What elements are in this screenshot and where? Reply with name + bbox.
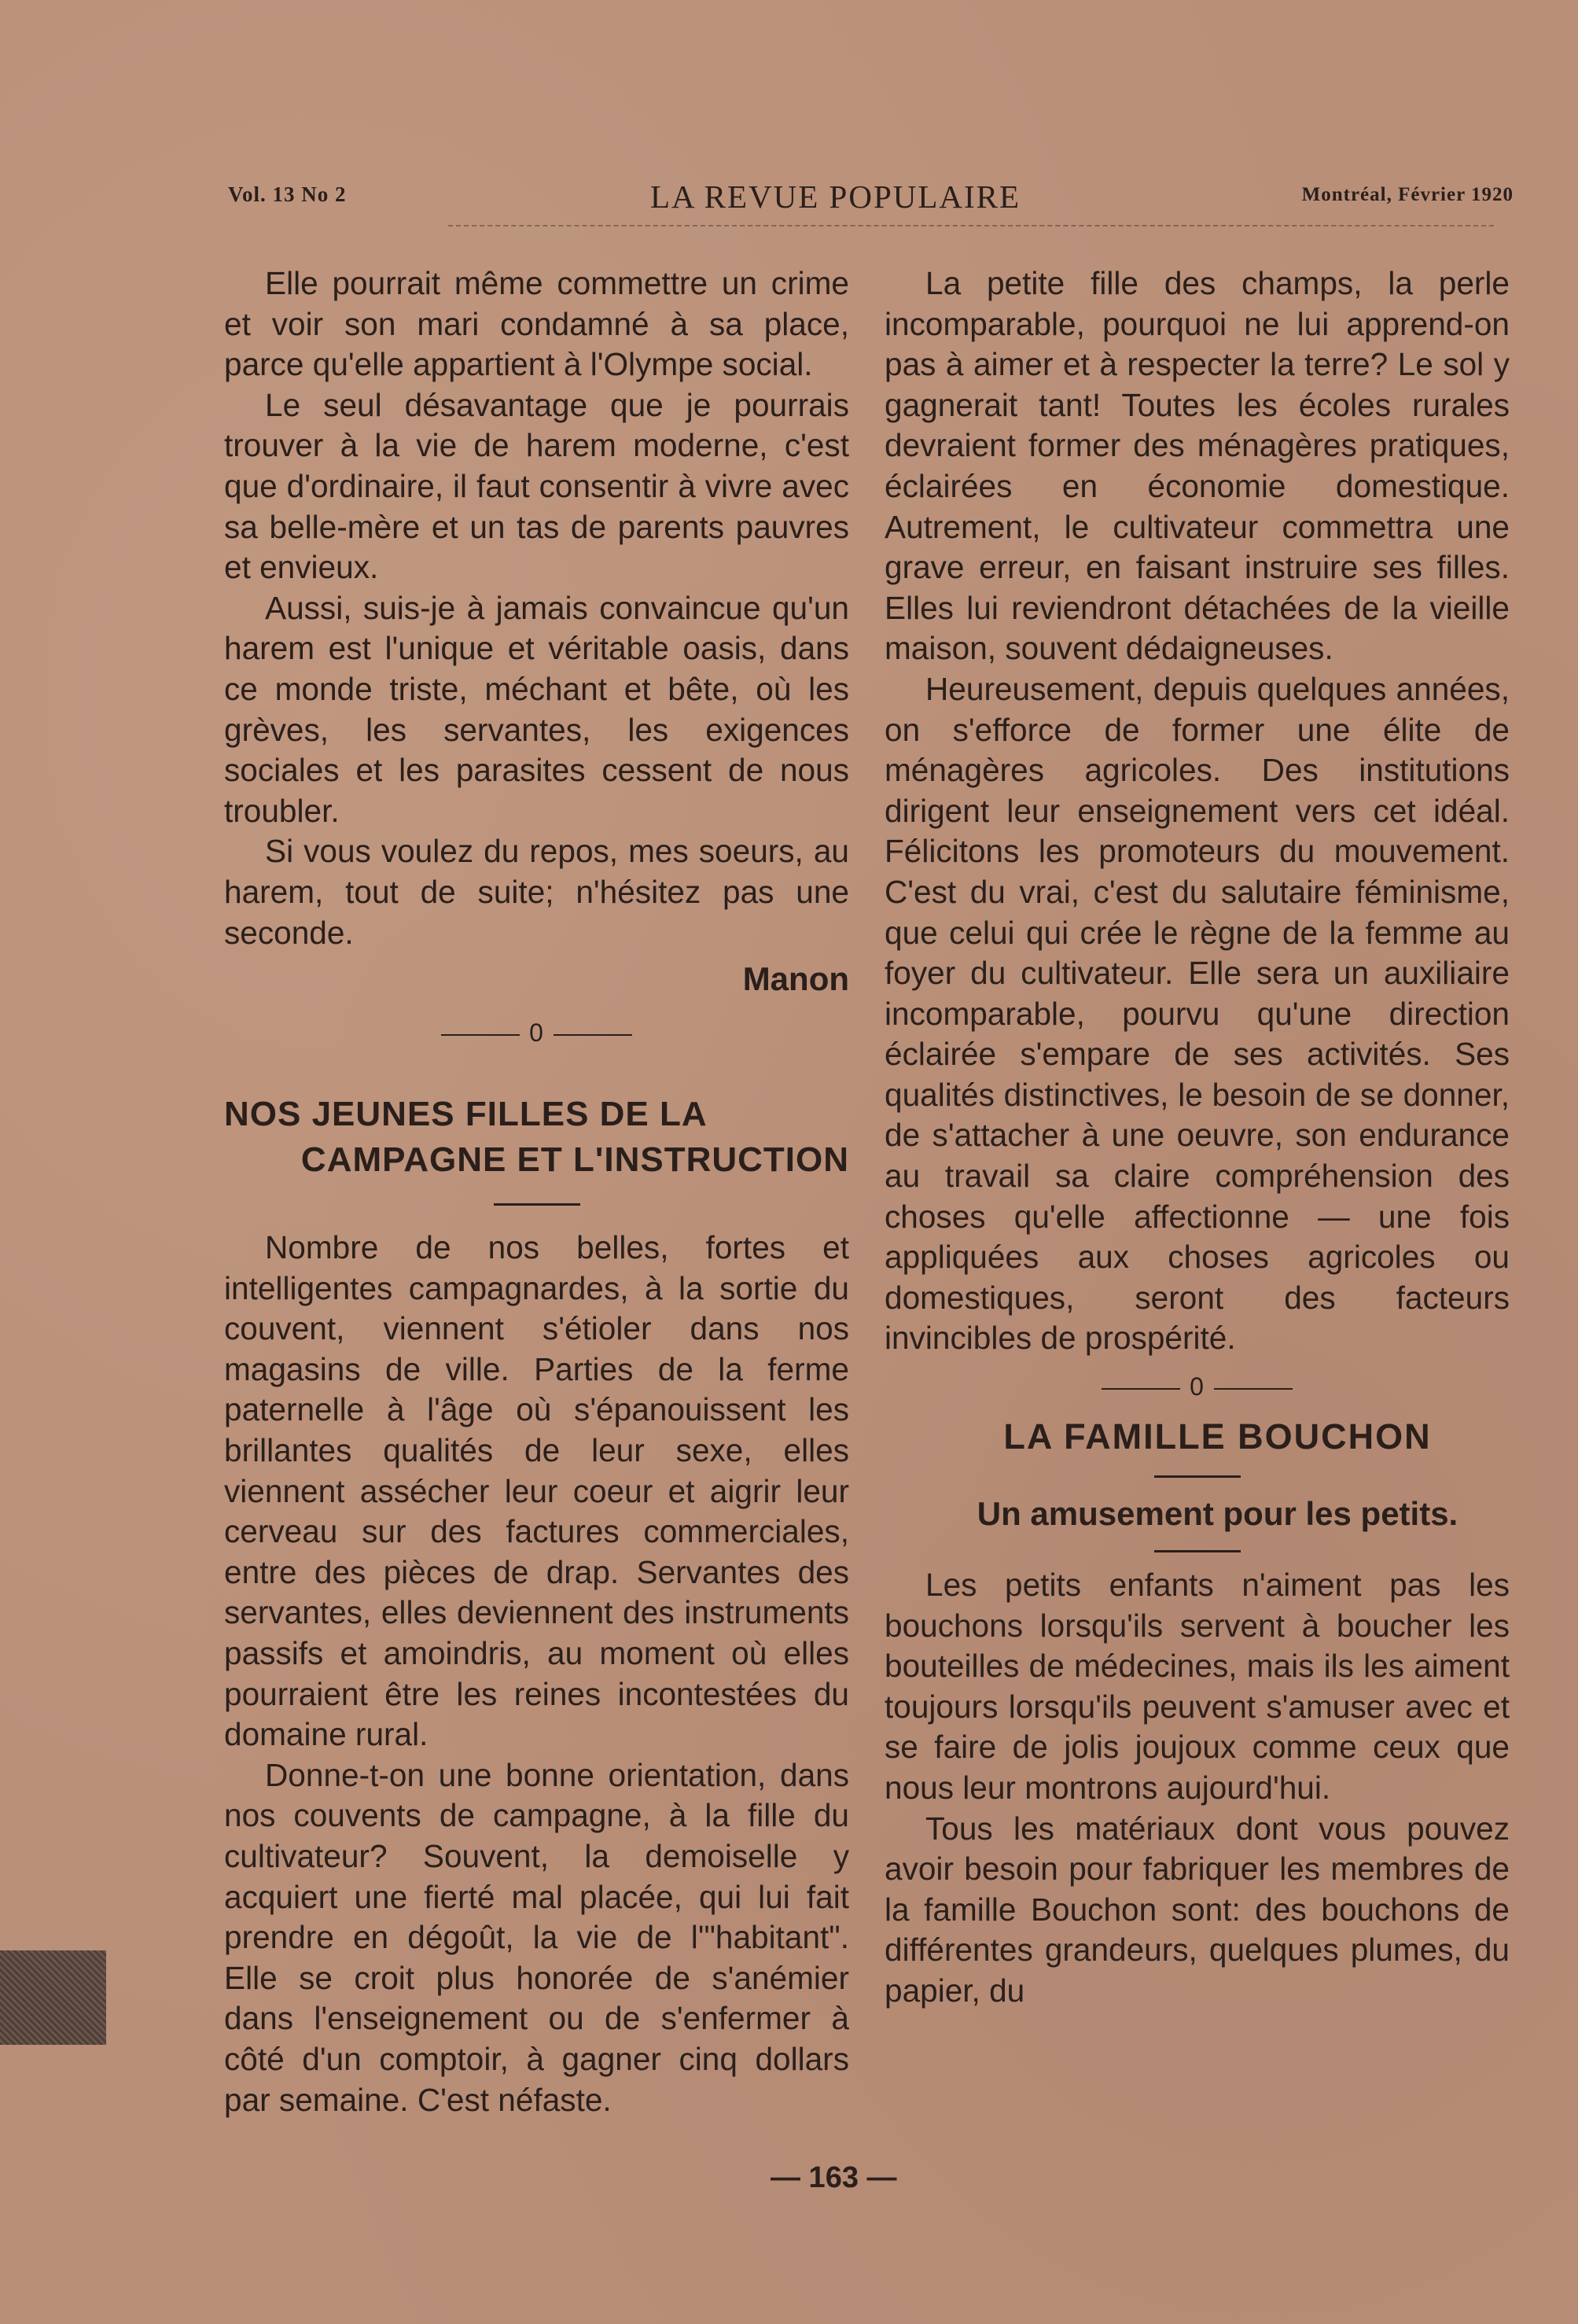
section-title: LA FAMILLE BOUCHON: [1003, 1416, 1432, 1457]
separator: 0: [885, 1359, 1510, 1414]
volume-number: Vol. 13 No 2: [228, 182, 347, 206]
header-rule: [448, 225, 1494, 227]
paragraph: Donne-t-on une bonne orientation, dans nos couvents de campagne, à la fille du cultivateur? Souvent, la demoiselle y acquiert une fierté mal placée, qui lui fait prendre en dégoût, la vie de l'"habitant". Elle se croit plus honorée de s'anémier dans l'enseignement ou de s'enfermer à côté d'un comptoir, à gagner cinq dollars par semaine. C'est néfaste.: [224, 1756, 849, 2118]
left-column: [224, 263, 849, 2120]
title-rule: [1154, 1475, 1241, 1478]
place-date: Montréal, Février 1920: [1301, 184, 1514, 205]
article-heading-line2: CAMPAGNE ET L'INSTRUCTION: [300, 1140, 849, 1180]
paragraph: Heureusement, depuis quelques années, on s'efforce de former une élite de ménagères agricoles. Des institutions dirigent leur enseignement vers cet idéal. Félicitons les promoteurs du mouvement. C'est du vrai, c'est du salutaire féminisme, que celui qui crée le règne de la femme au foyer du cultivateur. Elle sera un auxiliaire incomparable, pourvu qu'une direction éclairée s'empare de ses activités. Ses qualités distinctives, le besoin de se donner, de s'attacher à une oeuvre, son endurance au travail sa claire compréhension des choses qu'elle affectionne — une fois appliquées aux choses agricoles ou domestiques, seront des facteurs invincibles de prospérité.: [885, 670, 1510, 1357]
separator-line: [554, 1034, 632, 1036]
paragraph: La petite fille des champs, la perle incomparable, pourquoi ne lui apprend-on pas à aimer et à respecter la terre? Le sol y gagnerait tant! Toutes les écoles rurales devraient former des ménagères pratiques, éclairées en économie domestique. Autrement, le cultivateur commettra une grave erreur, en faisant instruire ses filles. Elles lui reviendront détachées de la vieille maison, souvent dédaigneuses.: [885, 265, 1510, 667]
margin-stain: [0, 1950, 106, 2045]
separator-line: [1102, 1388, 1180, 1390]
paragraph: Tous les matériaux dont vous pouvez avoir besoin pour fabriquer les membres de la famille Bouchon sont: des bouchons de différentes grandeurs, quelques plumes, du papier, du: [885, 1810, 1510, 2009]
paragraph: Aussi, suis-je à jamais convaincue qu'un harem est l'unique et véritable oasis, dans ce monde triste, méchant et bête, où les grèves, les servantes, les exigences sociales et les parasites cessent de nous troubler.: [224, 589, 849, 829]
right-column: [885, 263, 1510, 2012]
article-heading: [224, 1092, 849, 1183]
paragraph: Les petits enfants n'aiment pas les bouchons lorsqu'ils servent à boucher les bouteilles de médecines, mais ils les aiment toujours lorsqu'ils peuvent s'amuser avec et se faire de jolis joujoux comme ceux que nous leur montrons aujourd'hui.: [885, 1567, 1510, 1806]
signature: Manon: [742, 960, 849, 998]
page-number: — 163 —: [771, 2161, 897, 2194]
paragraph: Nombre de nos belles, fortes et intelligentes campagnardes, à la sortie du couvent, viennent s'étioler dans nos magasins de ville. Parties de la ferme paternelle à l'âge où s'épanouissent les brillantes qualités de leur sexe, elles viennent assécher leur coeur et aigrir leur cerveau sur des factures commerciales, entre des pièces de drap. Servantes des servantes, elles deviennent des instruments passifs et amoindris, au moment où elles pourraient être les reines incontestées du domaine rural.: [224, 1229, 849, 1753]
paragraph: Le seul désavantage que je pourrais trouver à la vie de harem moderne, c'est que d'ordinaire, il faut consentir à vivre avec sa belle-mère et un tas de parents pauvres et envieux.: [224, 386, 849, 586]
article-heading-line1: NOS JEUNES FILLES DE LA: [224, 1095, 708, 1134]
section-subtitle: Un amusement pour les petits.: [977, 1495, 1458, 1533]
separator-line: [441, 1034, 520, 1036]
page-header: [224, 178, 1514, 225]
heading-rule: [494, 1203, 580, 1206]
separator-line: [1214, 1388, 1293, 1390]
separator: 0: [224, 1005, 849, 1060]
subtitle-rule: [1154, 1550, 1241, 1552]
publication-title: LA REVUE POPULAIRE: [650, 179, 1021, 215]
paragraph: Si vous voulez du repos, mes soeurs, au harem, tout de suite; n'hésitez pas une seconde.: [224, 833, 849, 951]
paragraph: Elle pourrait même commettre un crime et voir son mari condamné à sa place, parce qu'elle appartient à l'Olympe social.: [224, 265, 849, 383]
